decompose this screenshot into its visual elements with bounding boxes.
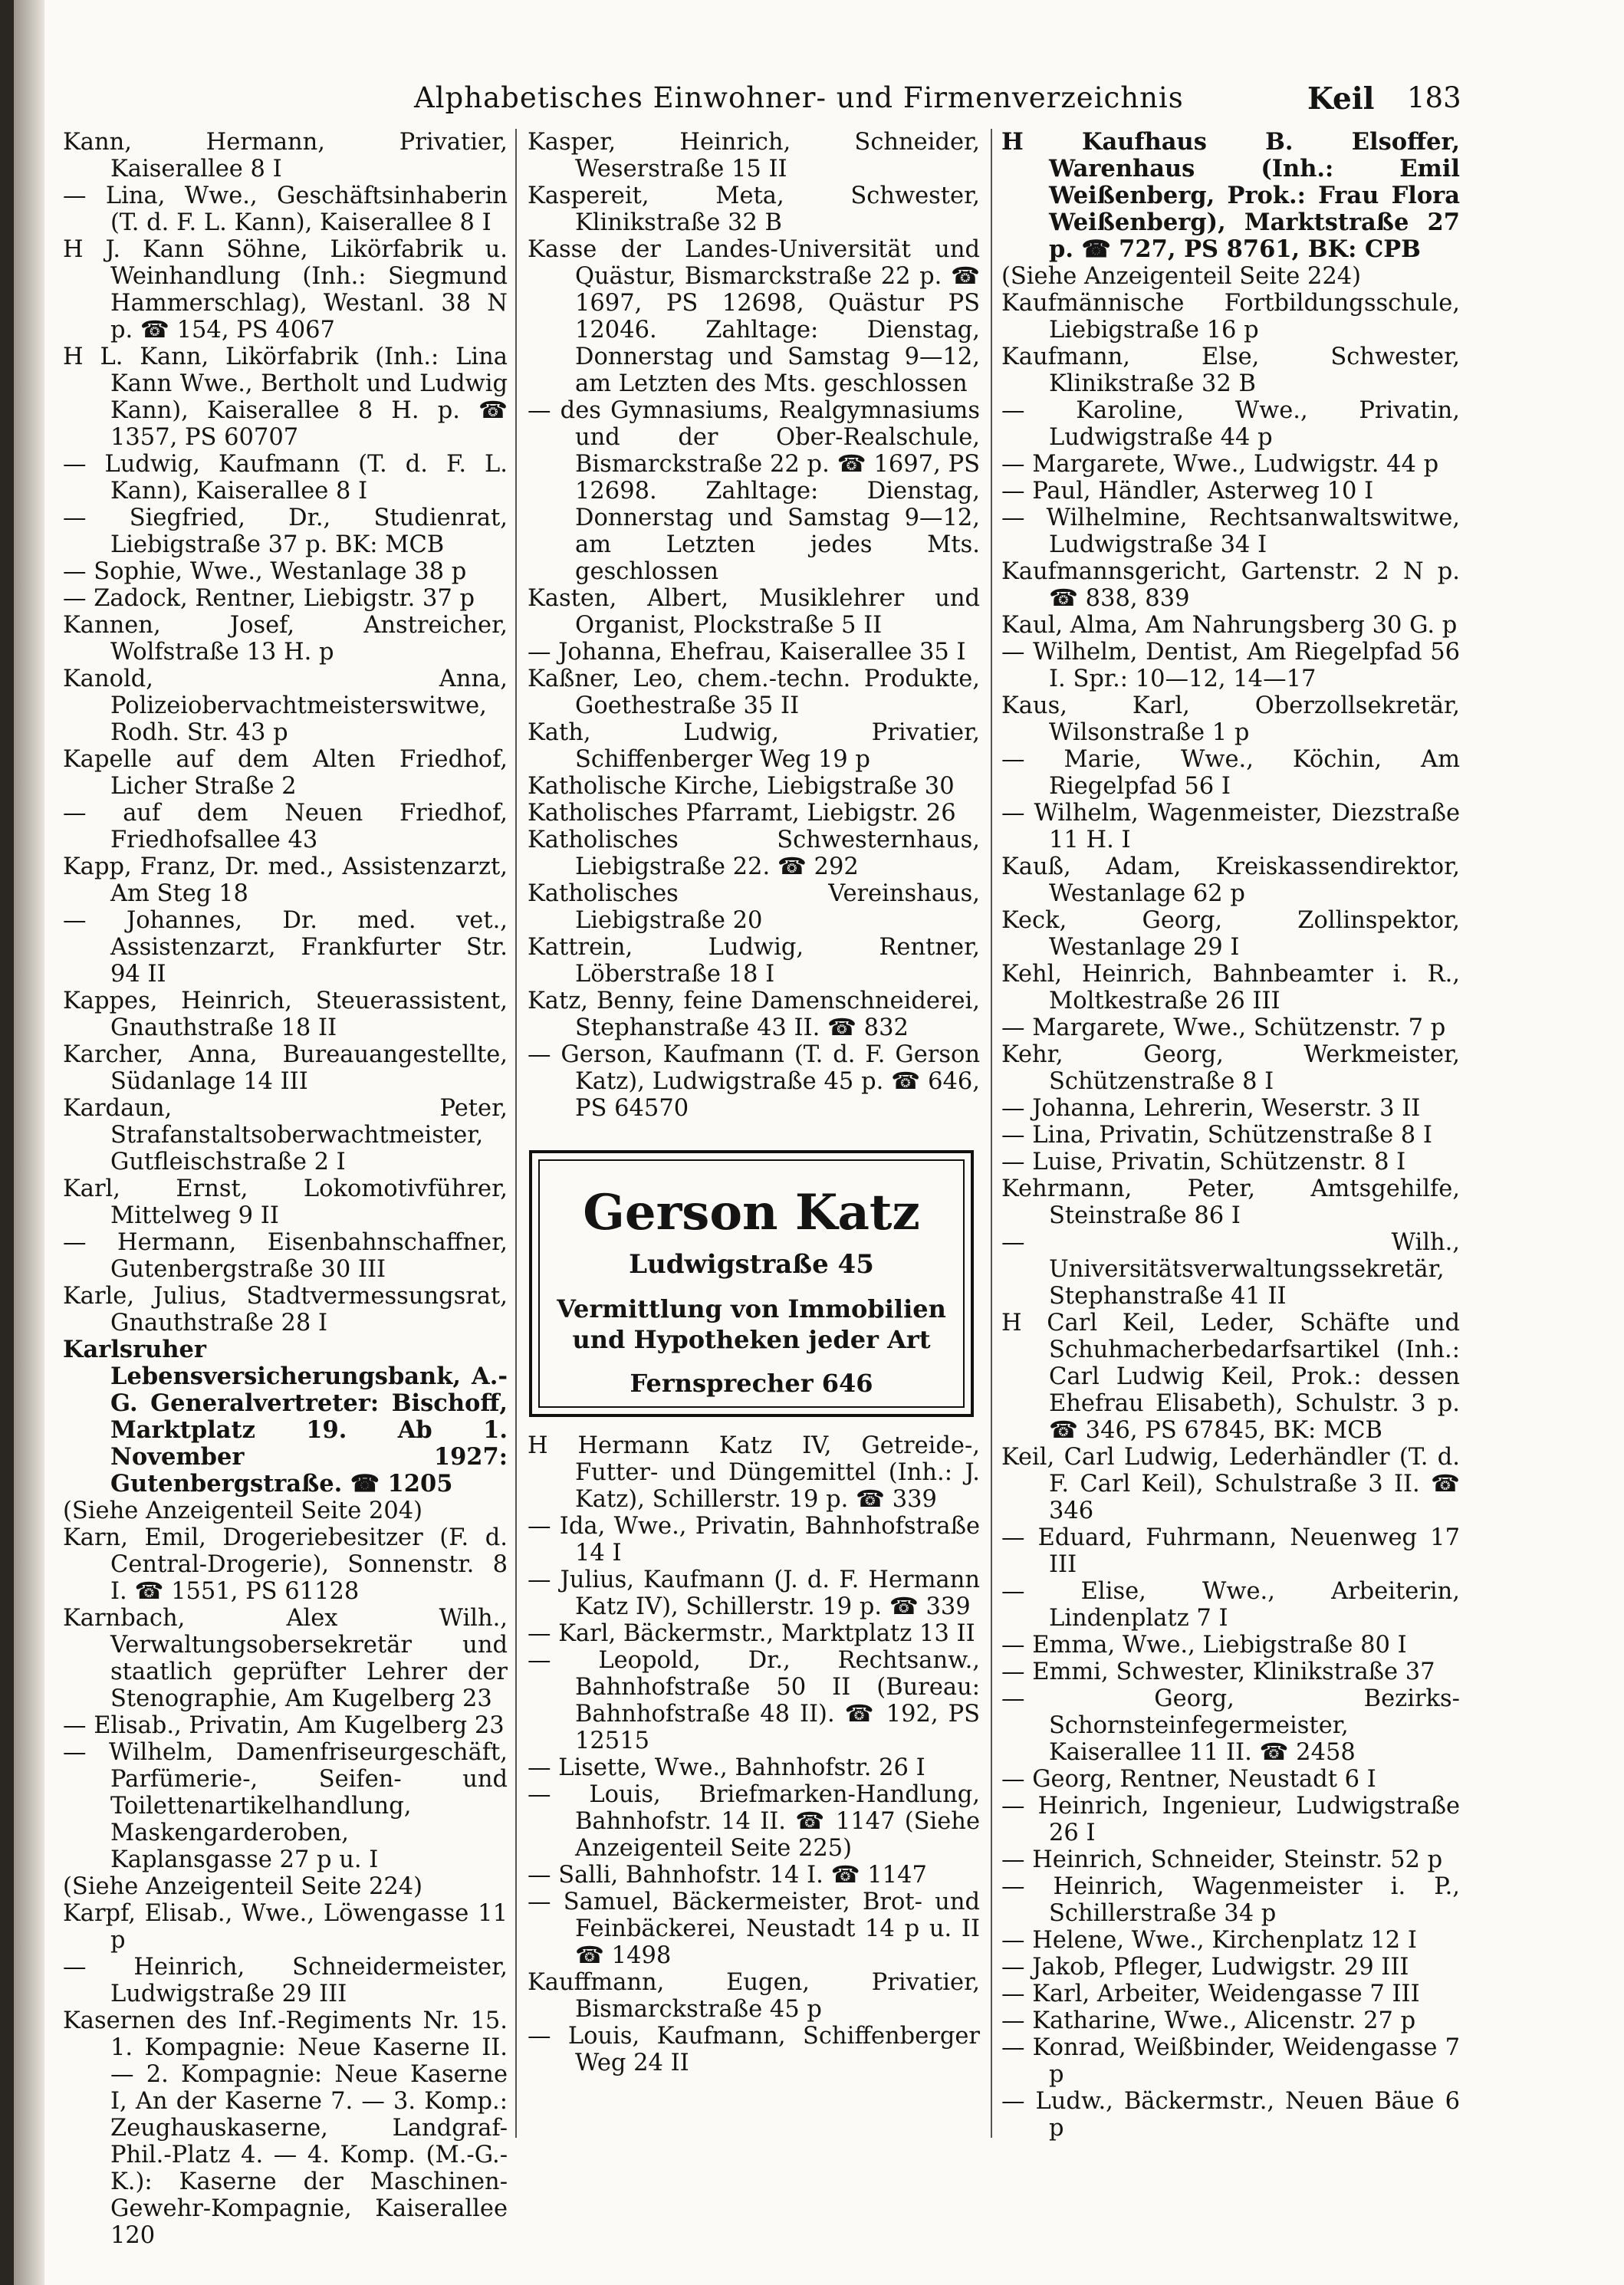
directory-entry: — Luise, Privatin, Schützenstr. 8 I [1001, 1149, 1406, 1175]
directory-entry: — Georg, Bezirks-Schornsteinfegermeister, Kaiserallee 11 II. ☎ 2458 [1001, 1685, 1460, 1766]
directory-entry: — Margarete, Wwe., Ludwigstr. 44 p [1001, 451, 1439, 478]
directory-entry: (Siehe Anzeigenteil Seite 204) [63, 1498, 423, 1524]
directory-entry: Katholisches Pfarramt, Liebigstr. 26 [528, 800, 956, 827]
directory-entry: — Zadock, Rentner, Liebigstr. 37 p [63, 585, 475, 612]
directory-entry: (Siehe Anzeigenteil Seite 224) [1001, 263, 1362, 290]
directory-entry: — Ludwig, Kaufmann (T. d. F. L. Kann), Kaiserallee 8 I [63, 451, 508, 505]
directory-entry: Kaufmännische Fortbildungsschule, Liebigstraße 16 p [1001, 290, 1460, 344]
directory-entry: Kappes, Heinrich, Steuerassistent, Gnauthstraße 18 II [63, 988, 508, 1041]
directory-entry: H L. Kann, Likörfabrik (Inh.: Lina Kann Wwe., Bertholt und Ludwig Kann), Kaiserallee 8 H. p. ☎ 1357, PS 60707 [63, 344, 508, 451]
directory-entry: Kanold, Anna, Polizeiobervachtmeisterswitwe, Rodh. Str. 43 p [63, 666, 508, 746]
directory-entry: — Eduard, Fuhrmann, Neuenweg 17 III [1001, 1524, 1460, 1578]
directory-entry: H Carl Keil, Leder, Schäfte und Schuhmacherbedarfsartikel (Inh.: Carl Ludwig Keil, Prok.: dessen Ehefrau Elisabeth), Schulstr. 3 p. ☎ 346, PS 67845, BK: MCB [1001, 1310, 1460, 1444]
directory-entry: — Lina, Wwe., Geschäftsinhaberin (T. d. F. L. Kann), Kaiserallee 8 I [63, 182, 508, 236]
column-2 [528, 129, 980, 1149]
directory-entry: — Emma, Wwe., Liebigstraße 80 I [1001, 1632, 1407, 1659]
directory-entry: — Karoline, Wwe., Privatin, Ludwigstraße 44 p [1001, 397, 1460, 451]
directory-entry: Kaßner, Leo, chem.-techn. Produkte, Goethestraße 35 II [528, 666, 980, 719]
directory-entry-bold: Karlsruher Lebensversicherungsbank, A.-G. Generalvertreter: Bischoff, Marktplatz 19. Ab 1. November 1927: Gutenbergstraße. ☎ 1205 [63, 1336, 508, 1498]
directory-entry: Katz, Benny, feine Damenschneiderei, Stephanstraße 43 II. ☎ 832 [528, 988, 980, 1041]
directory-entry: Kaus, Karl, Oberzollsekretär, Wilsonstraße 1 p [1001, 692, 1460, 746]
column-3 [1001, 129, 1460, 2153]
directory-entry: Kardaun, Peter, Strafanstaltsoberwachtmeister, Gutfleischstraße 2 I [63, 1095, 508, 1175]
directory-entry: (Siehe Anzeigenteil Seite 224) [63, 1873, 423, 1900]
column-2-continued [528, 1432, 980, 2153]
directory-entry-bold: H Kaufhaus B. Elsoffer, Warenhaus (Inh.: Emil Weißenberg, Prok.: Frau Flora Weißenberg), Marktstraße 27 p. ☎ 727, PS 8761, BK: CPB [1001, 128, 1460, 263]
directory-entry: Kaul, Alma, Am Nahrungsberg 30 G. p [1001, 612, 1458, 639]
directory-entry: — Elisab., Privatin, Am Kugelberg 23 [63, 1712, 505, 1739]
directory-entry: — Ida, Wwe., Privatin, Bahnhofstraße 14 I [528, 1513, 980, 1567]
directory-entry: Kehrmann, Peter, Amtsgehilfe, Steinstraße 86 I [1001, 1175, 1460, 1229]
directory-entry: — Johannes, Dr. med. vet., Assistenzarzt, Frankfurter Str. 94 II [63, 907, 508, 988]
directory-entry: Kauffmann, Eugen, Privatier, Bismarckstraße 45 p [528, 1969, 980, 2023]
directory-entry: Kasper, Heinrich, Schneider, Weserstraße 15 II [528, 129, 980, 182]
directory-entry: Kann, Hermann, Privatier, Kaiserallee 8 I [63, 129, 508, 182]
page-number: 183 [1407, 81, 1461, 114]
directory-entry: H Hermann Katz IV, Getreide-, Futter- und Düngemittel (Inh.: J. Katz), Schillerstr. 19 p. ☎ 339 [528, 1432, 980, 1513]
directory-entry: — Paul, Händler, Asterweg 10 I [1001, 478, 1374, 505]
column-divider-2 [991, 129, 992, 2138]
directory-entry: — Karl, Arbeiter, Weidengasse 7 III [1001, 1981, 1420, 2007]
directory-entry: — Hermann, Eisenbahnschaffner, Gutenbergstraße 30 III [63, 1229, 508, 1283]
directory-entry: Kauß, Adam, Kreiskassendirektor, Westanlage 62 p [1001, 853, 1460, 907]
directory-entry: Kasten, Albert, Musiklehrer und Organist, Plockstraße 5 II [528, 585, 980, 639]
directory-entry: — Wilhelm, Dentist, Am Riegelpfad 56 I. Spr.: 10—12, 14—17 [1001, 639, 1460, 692]
page-header [414, 81, 1461, 121]
directory-entry: Keil, Carl Ludwig, Lederhändler (T. d. F. Carl Keil), Schulstraße 3 II. ☎ 346 [1001, 1444, 1460, 1524]
advertisement-inner-frame [538, 1159, 965, 1408]
directory-entry: — Georg, Rentner, Neustadt 6 I [1001, 1766, 1376, 1793]
directory-entry: — Johanna, Ehefrau, Kaiserallee 35 I [528, 639, 966, 666]
directory-entry: Kattrein, Ludwig, Rentner, Löberstraße 18 I [528, 934, 980, 988]
directory-entry: — Heinrich, Wagenmeister i. P., Schillerstraße 34 p [1001, 1873, 1460, 1927]
directory-entry: — Johanna, Lehrerin, Weserstr. 3 II [1001, 1095, 1421, 1122]
directory-entry: Kannen, Josef, Anstreicher, Wolfstraße 13 H. p [63, 612, 508, 666]
directory-entry: — Siegfried, Dr., Studienrat, Liebigstraße 37 p. BK: MCB [63, 505, 508, 558]
directory-entry: — Konrad, Weißbinder, Weidengasse 7 p [1001, 2034, 1460, 2088]
directory-entry: Kaspereit, Meta, Schwester, Klinikstraße 32 B [528, 182, 980, 236]
column-1 [63, 129, 508, 2249]
book-binding-edge [0, 0, 14, 2285]
directory-entry: — Heinrich, Schneidermeister, Ludwigstraße 29 III [63, 1954, 508, 2007]
directory-entry: — Lina, Privatin, Schützenstraße 8 I [1001, 1122, 1432, 1149]
directory-entry: — Emmi, Schwester, Klinikstraße 37 [1001, 1659, 1435, 1685]
directory-entry: Kapelle auf dem Alten Friedhof, Licher Straße 2 [63, 746, 508, 800]
directory-entry: Karle, Julius, Stadtvermessungsrat, Gnauthstraße 28 I [63, 1283, 508, 1336]
directory-entry: — Gerson, Kaufmann (T. d. F. Gerson Katz), Ludwigstraße 45 p. ☎ 646, PS 64570 [528, 1041, 980, 1122]
directory-entry: — Louis, Kaufmann, Schiffenberger Weg 24 II [528, 2023, 980, 2076]
directory-entry: Karn, Emil, Drogeriebesitzer (F. d. Central-Drogerie), Sonnenstr. 8 I. ☎ 1551, PS 61128 [63, 1524, 508, 1605]
directory-entry: — Karl, Bäckermstr., Marktplatz 13 II [528, 1620, 975, 1647]
directory-entry: Kehl, Heinrich, Bahnbeamter i. R., Moltkestraße 26 III [1001, 961, 1460, 1014]
directory-entry: Karcher, Anna, Bureauangestellte, Südanlage 14 III [63, 1041, 508, 1095]
directory-entry: — Elise, Wwe., Arbeiterin, Lindenplatz 7 I [1001, 1578, 1460, 1632]
directory-entry: Kasse der Landes-Universität und Quästur, Bismarckstraße 22 p. ☎ 1697, PS 12698, Quästur PS 12046. Zahltage: Dienstag, Donnerstag und Samstag 9—12, am Letzten des Mts. geschlossen [528, 236, 980, 397]
directory-entry: — Katharine, Wwe., Alicenstr. 27 p [1001, 2007, 1416, 2034]
header-title: Alphabetisches Einwohner- und Firmenverzeichnis [414, 81, 1184, 114]
directory-entry: — Sophie, Wwe., Westanlage 38 p [63, 558, 467, 585]
directory-entry: — Louis, Briefmarken-Handlung, Bahnhofstr. 14 II. ☎ 1147 (Siehe Anzeigenteil Seite 225) [528, 1781, 980, 1862]
directory-entry: Karnbach, Alex Wilh., Verwaltungsobersekretär und staatlich geprüfter Lehrer der Stenographie, Am Kugelberg 23 [63, 1605, 508, 1712]
directory-entry: Kehr, Georg, Werkmeister, Schützenstraße 8 I [1001, 1041, 1460, 1095]
directory-entry: — Marie, Wwe., Köchin, Am Riegelpfad 56 I [1001, 746, 1460, 800]
directory-entry: Katholisches Schwesternhaus, Liebigstraße 22. ☎ 292 [528, 827, 980, 880]
directory-entry: — Leopold, Dr., Rechtsanw., Bahnhofstraße 50 II (Bureau: Bahnhofstraße 48 II). ☎ 192, PS 12515 [528, 1647, 980, 1754]
ad-service-line-1: Vermittlung von Immobilien [557, 1294, 946, 1323]
directory-entry: — Jakob, Pfleger, Ludwigstr. 29 III [1001, 1954, 1409, 1981]
directory-entry: — Lisette, Wwe., Bahnhofstr. 26 I [528, 1754, 925, 1781]
column-divider-1 [515, 129, 517, 2138]
directory-entry: — Heinrich, Schneider, Steinstr. 52 p [1001, 1846, 1443, 1873]
ad-street: Ludwigstraße 45 [629, 1249, 874, 1280]
directory-entry: Kasernen des Inf.-Regiments Nr. 15. 1. Kompagnie: Neue Kaserne II. — 2. Kompagnie: Neue Kaserne I, An der Kaserne 7. — 3. Komp.: Zeughauskaserne, Landgraf-Phil.-Platz 4. — 4. Komp. (M.-G.-K.): Kaserne der Maschinen-Gewehr-Kompagnie, Kaiserallee 120 [63, 2007, 508, 2249]
directory-entry: — Heinrich, Ingenieur, Ludwigstraße 26 I [1001, 1793, 1460, 1846]
ad-phone: Fernsprecher 646 [630, 1369, 873, 1398]
directory-entry: — Salli, Bahnhofstr. 14 I. ☎ 1147 [528, 1862, 927, 1889]
directory-entry: — des Gymnasiums, Realgymnasiums und der Ober-Realschule, Bismarckstraße 22 p. ☎ 1697, PS 12698. Zahltage: Dienstag, Donnerstag und Samstag 9—12, am Letzten jedes Mts. geschlossen [528, 397, 980, 585]
directory-entry: Karpf, Elisab., Wwe., Löwengasse 11 p [63, 1900, 508, 1954]
directory-entry: — Wilhelmine, Rechtsanwaltswitwe, Ludwigstraße 34 I [1001, 505, 1460, 558]
directory-entry: Kaufmann, Else, Schwester, Klinikstraße 32 B [1001, 344, 1460, 397]
ad-service-line-2: und Hypotheken jeder Art [572, 1325, 931, 1354]
directory-entry: H J. Kann Söhne, Likörfabrik u. Weinhandlung (Inh.: Siegmund Hammerschlag), Westanl. 38 N p. ☎ 154, PS 4067 [63, 236, 508, 344]
directory-entry: — Helene, Wwe., Kirchenplatz 12 I [1001, 1927, 1417, 1954]
directory-entry: Karl, Ernst, Lokomotivführer, Mittelweg 9 II [63, 1175, 508, 1229]
directory-entry: Keck, Georg, Zollinspektor, Westanlage 29 I [1001, 907, 1460, 961]
directory-entry: — Wilh., Universitätsverwaltungssekretär, Stephanstraße 41 II [1001, 1229, 1460, 1310]
directory-entry: — Margarete, Wwe., Schützenstr. 7 p [1001, 1014, 1446, 1041]
directory-entry: Kaufmannsgericht, Gartenstr. 2 N p. ☎ 838, 839 [1001, 558, 1460, 612]
directory-entry: — auf dem Neuen Friedhof, Friedhofsallee 43 [63, 800, 508, 853]
page-curl-shadow [14, 0, 44, 2285]
directory-entry: — Ludw., Bäckermstr., Neuen Bäue 6 p [1001, 2088, 1460, 2142]
directory-entry: — Samuel, Bäckermeister, Brot- und Feinbäckerei, Neustadt 14 p u. II ☎ 1498 [528, 1889, 980, 1969]
directory-entry: — Julius, Kaufmann (J. d. F. Hermann Katz IV), Schillerstr. 19 p. ☎ 339 [528, 1567, 980, 1620]
directory-entry: Kapp, Franz, Dr. med., Assistenzarzt, Am Steg 18 [63, 853, 508, 907]
header-keyword: Keil [1307, 81, 1375, 117]
directory-entry: Kath, Ludwig, Privatier, Schiffenberger Weg 19 p [528, 719, 980, 773]
directory-entry: — Wilhelm, Wagenmeister, Diezstraße 11 H. I [1001, 800, 1460, 853]
directory-entry: Katholische Kirche, Liebigstraße 30 [528, 773, 955, 800]
ad-company-name: Gerson Katz [583, 1184, 920, 1241]
directory-entry: — Wilhelm, Damenfriseurgeschäft, Parfümerie-, Seifen- und Toilettenartikelhandlung, Maskengarderoben, Kaplansgasse 27 p u. I [63, 1739, 508, 1873]
advertisement-box [529, 1150, 974, 1417]
directory-entry: Katholisches Vereinshaus, Liebigstraße 20 [528, 880, 980, 934]
